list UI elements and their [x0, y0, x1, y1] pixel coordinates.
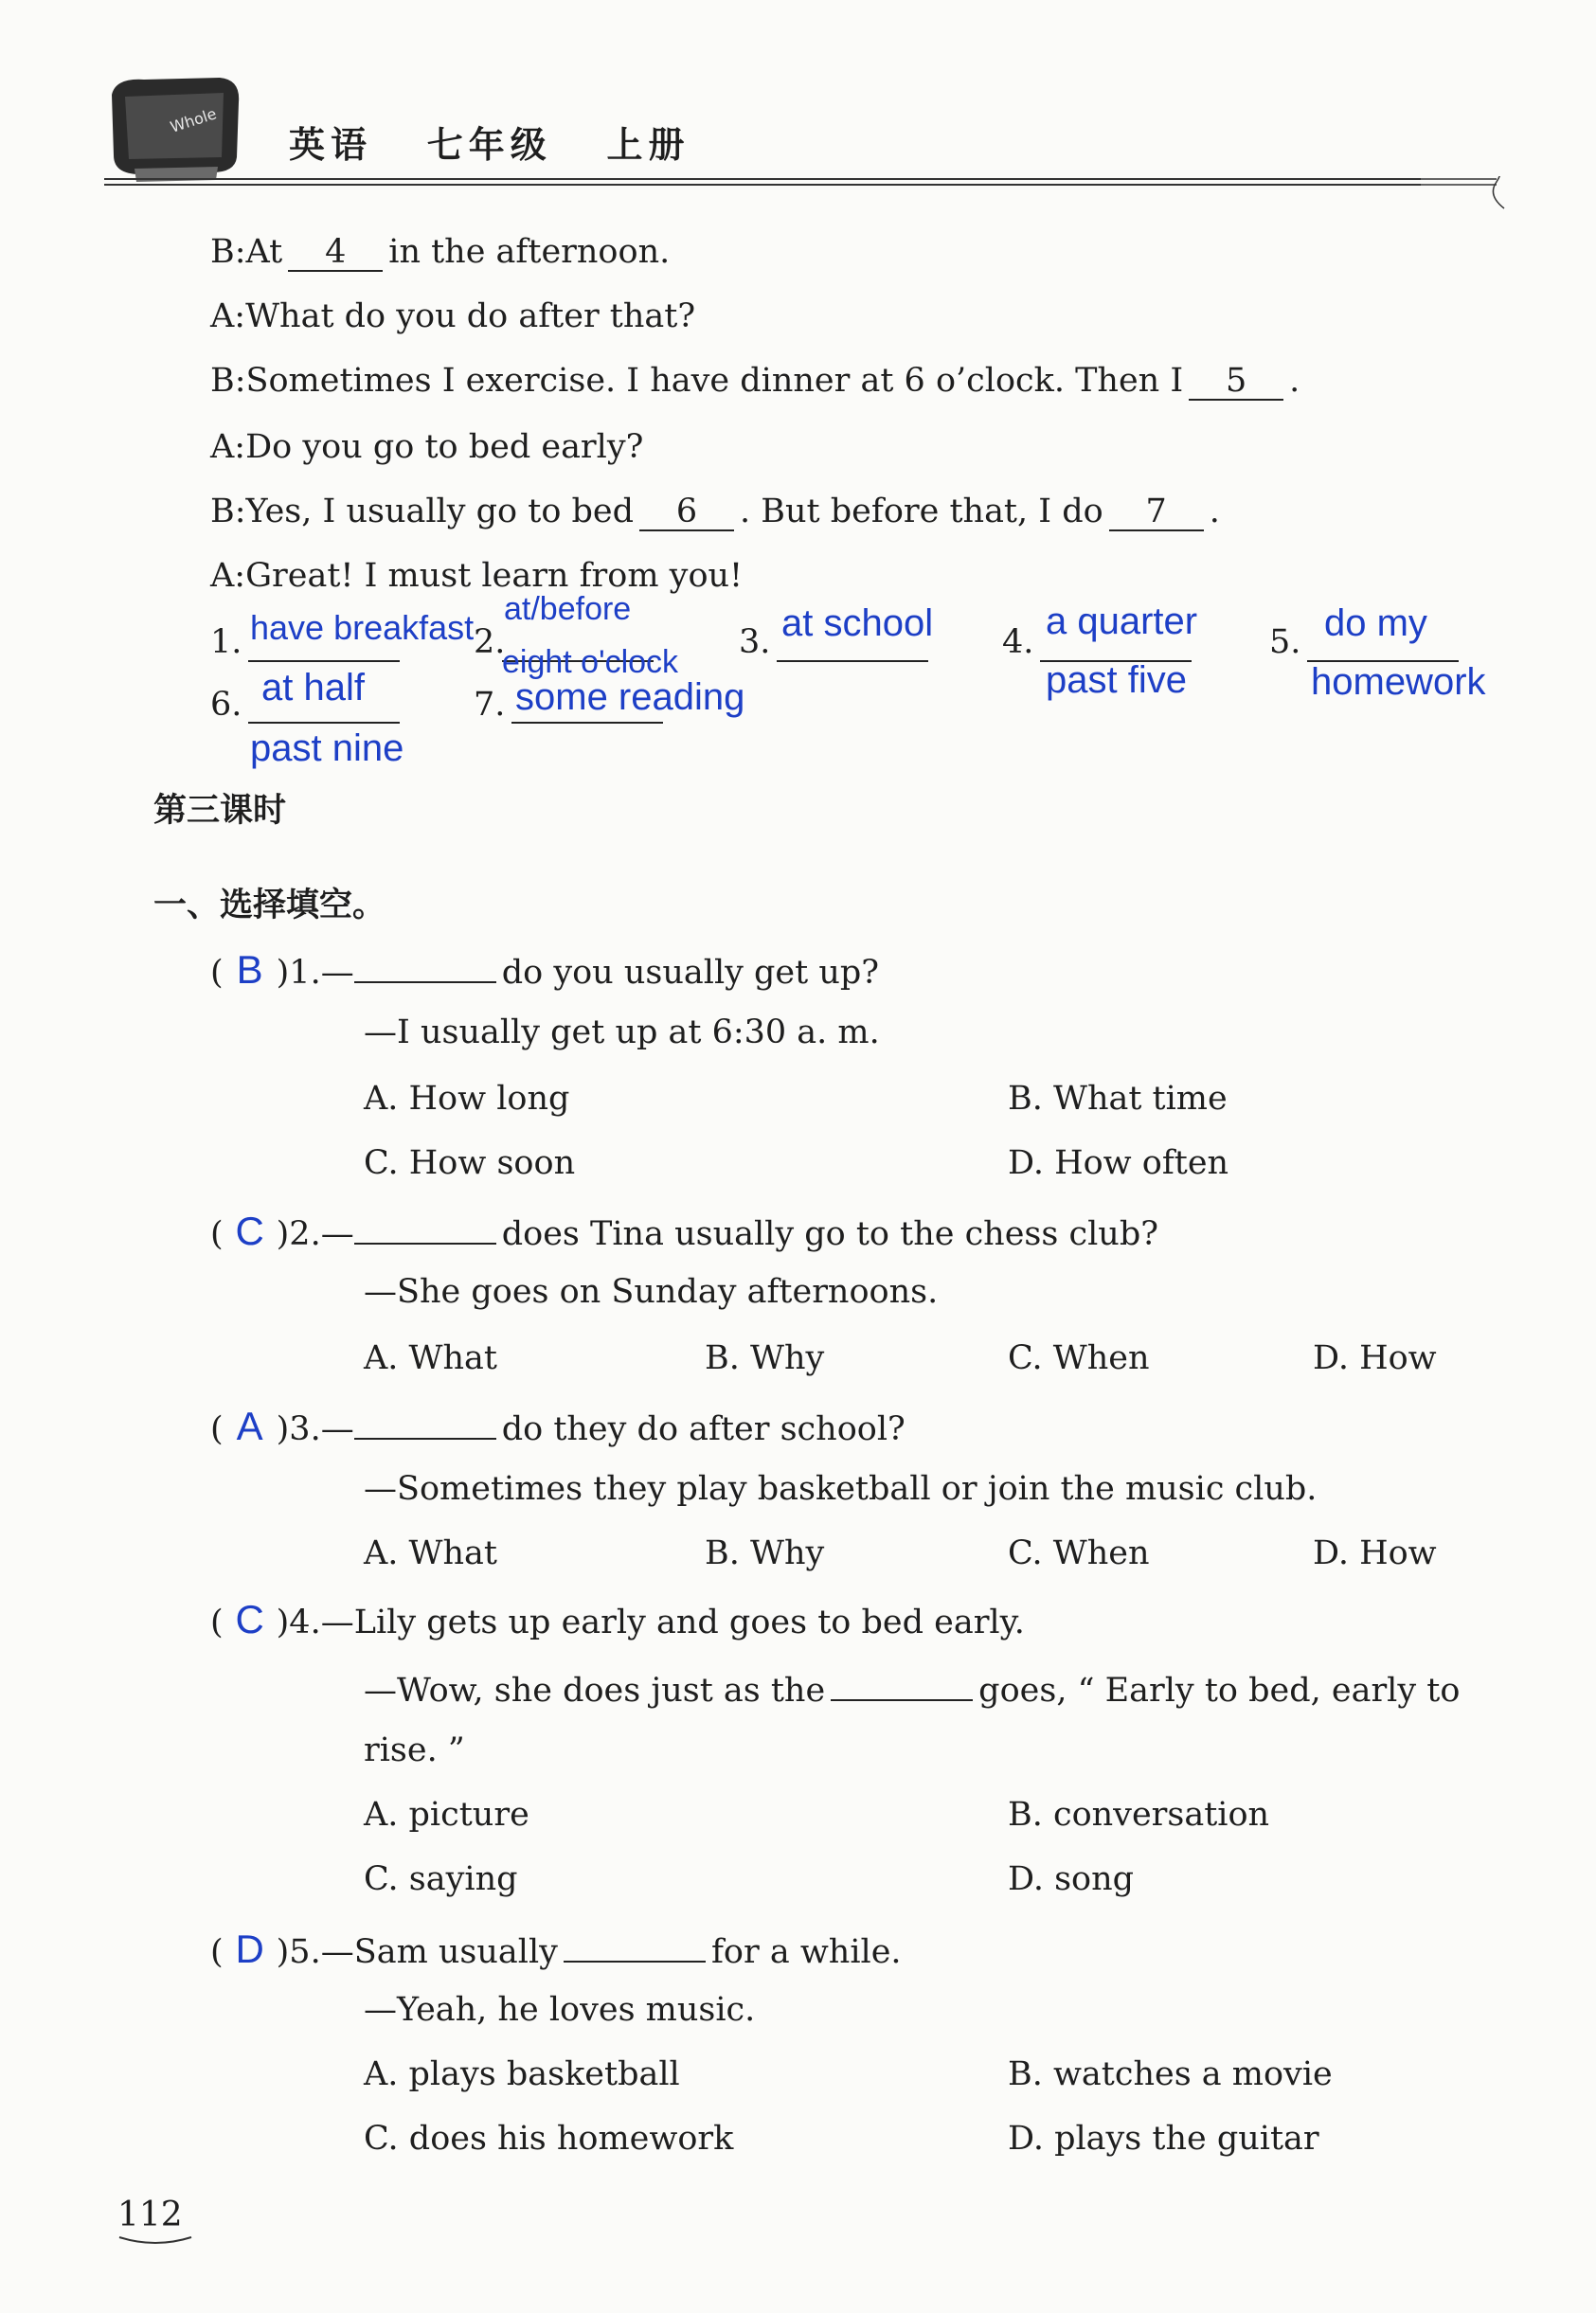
dialogue-line: B:Sometimes I exercise. I have dinner at 6 o’clock. Then I 5 . [210, 362, 1300, 400]
page-number: 112 [117, 2196, 183, 2234]
option: C. When [1008, 1339, 1150, 1377]
option: A. How long [364, 1080, 570, 1118]
handwritten-answer: some reading [515, 676, 745, 718]
option: D. song [1008, 1860, 1135, 1898]
option: B. conversation [1008, 1796, 1270, 1834]
option: A. What [364, 1339, 497, 1377]
answer-number: 5. [1269, 623, 1301, 661]
answer-underline [248, 722, 400, 724]
handwritten-choice: C [235, 1597, 264, 1641]
handwritten-choice: D [235, 1927, 264, 1971]
dialogue-line: A:Great! I must learn from you! [210, 557, 744, 595]
header-grade: 七年级 [426, 124, 552, 166]
question-stem: ( D )5.—Sam usually for a while. [210, 1927, 902, 1971]
handwritten-answer: eight o'clock [502, 644, 679, 680]
page-number-swoosh-icon [117, 2233, 193, 2249]
answer-blank: 5 [1189, 363, 1283, 401]
answer-underline [777, 660, 928, 662]
option: C. How soon [364, 1144, 576, 1182]
option: A. plays basketball [364, 2055, 680, 2093]
answer-number: 6. [210, 686, 242, 724]
answer-underline [248, 660, 400, 662]
answer-blank: 6 [639, 493, 734, 531]
answer-blank [564, 1925, 706, 1963]
blackboard-badge-icon [106, 74, 246, 188]
option: D. How [1313, 1339, 1437, 1377]
answer-number: 1. [210, 623, 242, 661]
option: C. does his homework [364, 2120, 734, 2158]
answer-number: 7. [474, 686, 506, 724]
header-title [289, 116, 690, 168]
option: B. What time [1008, 1080, 1228, 1118]
question-stem: ( A )3.— do they do after school? [210, 1404, 906, 1448]
dialogue-line: B:Yes, I usually go to bed 6 . But before that, I do 7 . [210, 493, 1220, 530]
option: B. watches a movie [1008, 2055, 1333, 2093]
header-subject: 英语 [289, 124, 373, 166]
option: D. How often [1008, 1144, 1229, 1182]
answer-blank [831, 1663, 973, 1701]
handwritten-answer: past five [1046, 659, 1187, 701]
option: B. Why [705, 1534, 825, 1572]
answer-blank [354, 945, 496, 983]
answer-blank [354, 1207, 496, 1245]
question-reply: —She goes on Sunday afternoons. [364, 1273, 939, 1311]
dialogue-line: A:What do you do after that? [210, 297, 696, 335]
option: A. What [364, 1534, 497, 1572]
question-reply: —Yeah, he loves music. [364, 1991, 756, 2029]
question-stem: ( C )2.— does Tina usually go to the chess club? [210, 1209, 1158, 1253]
header-rule [104, 176, 1525, 189]
handwritten-answer: at/before [504, 591, 632, 627]
answer-underline [511, 722, 663, 724]
dialogue-line: A:Do you go to bed early? [210, 428, 644, 466]
handwritten-choice: B [236, 947, 263, 992]
answer-blank: 4 [288, 234, 383, 272]
handwritten-answer: homework [1311, 661, 1486, 703]
option: C. When [1008, 1534, 1150, 1572]
handwritten-answer: a quarter [1046, 601, 1198, 642]
option: C. saying [364, 1860, 518, 1898]
question-reply-continued: rise. ” [364, 1731, 465, 1769]
handwritten-answer: do my [1324, 602, 1427, 644]
question-reply: —Sometimes they play basketball or join the music club. [364, 1470, 1318, 1508]
question-stem: ( B )1.— do you usually get up? [210, 947, 880, 992]
answer-blank: 7 [1109, 493, 1204, 531]
answer-number: 4. [1002, 623, 1034, 661]
lesson-title: 第三课时 [153, 792, 287, 830]
handwritten-choice: A [236, 1404, 263, 1448]
handwritten-answer: at half [261, 667, 365, 708]
handwritten-answer: at school [781, 602, 934, 644]
question-reply: —Wow, she does just as the goes, “ Early to bed, early to [364, 1663, 1460, 1712]
dialogue-line: B:At 4 in the afternoon. [210, 233, 671, 271]
handwritten-choice: C [235, 1209, 264, 1253]
answer-number: 2. [474, 623, 506, 661]
option: D. How [1313, 1534, 1437, 1572]
header-volume: 上册 [606, 124, 690, 166]
svg-text:Whole: Whole [168, 104, 219, 136]
section-title: 一、选择填空。 [153, 887, 386, 924]
answer-blank [354, 1402, 496, 1440]
option: A. picture [364, 1796, 529, 1834]
handwritten-answer: past nine [250, 727, 404, 769]
answer-number: 3. [739, 623, 771, 661]
option: D. plays the guitar [1008, 2120, 1319, 2158]
handwritten-answer: have breakfast [250, 608, 475, 647]
question-stem: ( C )4.—Lily gets up early and goes to bed early. [210, 1597, 1025, 1641]
question-reply: —I usually get up at 6:30 a. m. [364, 1013, 880, 1051]
option: B. Why [705, 1339, 825, 1377]
